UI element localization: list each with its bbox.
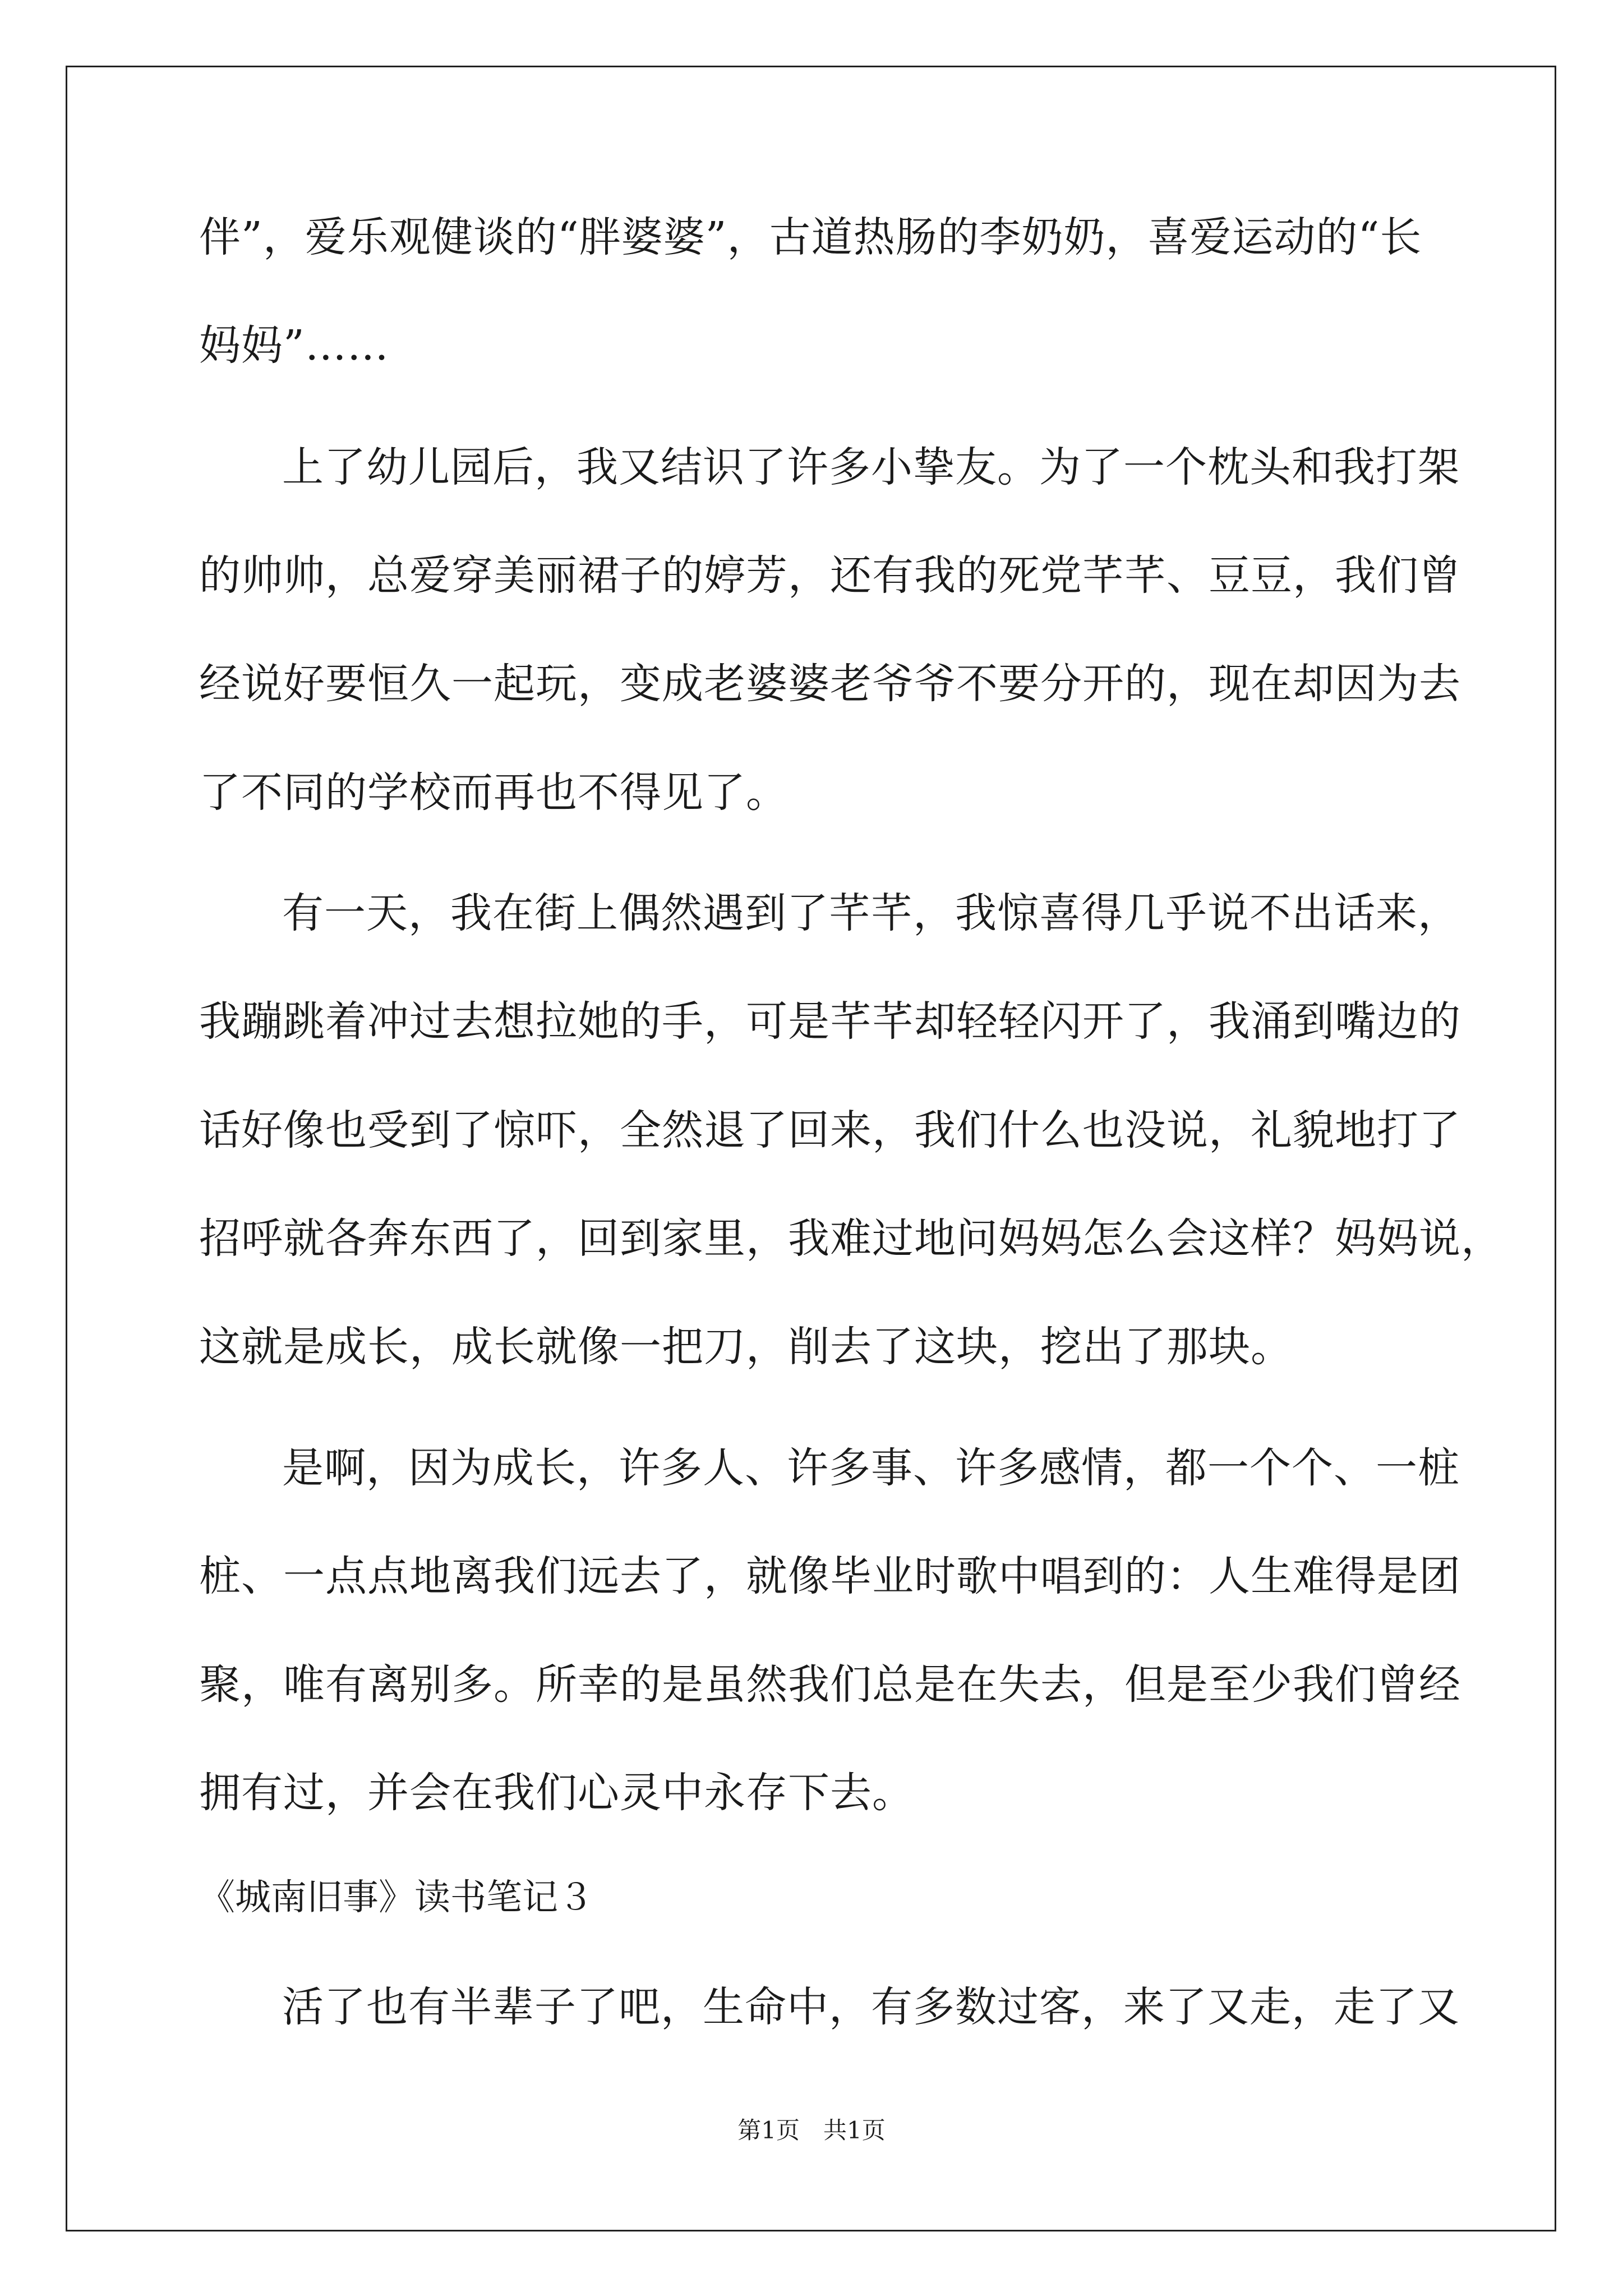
paragraph-start-line: 有一天，我在街上偶然遇到了芊芊，我惊喜得几乎说不出话来， [282,889,1460,937]
paragraph-start-line: 上了幼儿园后，我又结识了许多小挚友。为了一个枕头和我打架 [282,443,1460,491]
paragraph-start-line: 是啊，因为成长，许多人、许多事、许多感情，都一个个、一桩 [282,1444,1460,1492]
text-line: 了不同的学校而再也不得见了。 [199,769,788,817]
text-line: 的帅帅，总爱穿美丽裙子的婷芳，还有我的死党芊芊、豆豆，我们曾 [199,551,1461,600]
text-line: 聚，唯有离别多。所幸的是虽然我们总是在失去，但是至少我们曾经 [199,1660,1461,1709]
page-footer: 第1页 共1页 [737,2116,886,2144]
text-line: 拥有过，并会在我们心灵中永存下去。 [199,1769,914,1817]
text-line: 伴”，爱乐观健谈的“胖婆婆”，古道热肠的李奶奶，喜爱运动的“长 [199,213,1422,261]
text-line: 招呼就各奔东西了，回到家里，我难过地问妈妈怎么会这样？妈妈说， [199,1214,1503,1263]
text-line: 话好像也受到了惊吓，全然退了回来，我们什么也没说，礼貌地打了 [199,1106,1461,1154]
text-line: 经说好要恒久一起玩，变成老婆婆老爷爷不要分开的，现在却因为去 [199,660,1461,708]
text-line: 我蹦跳着冲过去想拉她的手，可是芊芊却轻轻闪开了，我涌到嘴边的 [199,997,1461,1046]
text-line: 妈妈”…… [199,321,389,370]
text-line: 这就是成长，成长就像一把刀，削去了这块，挖出了那块。 [199,1323,1293,1371]
text-line: 桩、一点点地离我们远去了，就像毕业时歌中唱到的：人生难得是团 [199,1552,1461,1600]
paragraph-start-line: 活了也有半辈子了吧，生命中，有多数过客，来了又走，走了又 [282,1983,1460,2031]
section-heading: 《城南旧事》读书笔记３ [199,1877,594,1918]
